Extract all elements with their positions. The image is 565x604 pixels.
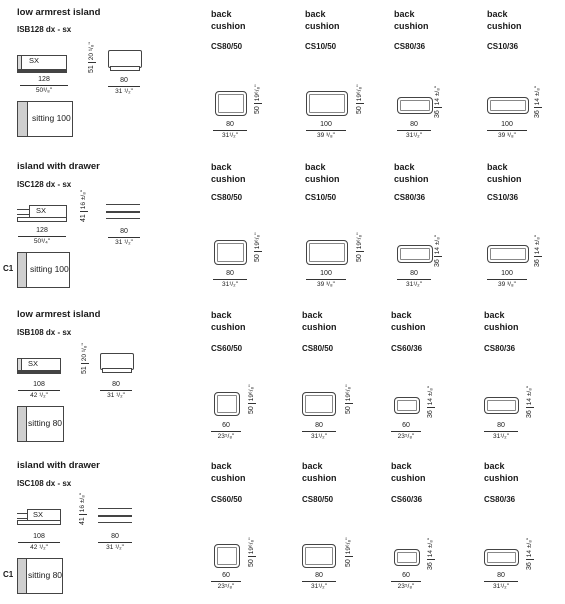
cushion-header: back cushion xyxy=(487,162,522,184)
cushion-shape xyxy=(394,397,420,414)
front-height-dim: 5120 ¹/₈" xyxy=(88,42,95,73)
cushion-header: back cushion xyxy=(305,9,340,31)
cushion-height-dim: 5019⁶/₈" xyxy=(248,537,255,567)
cushion-height-dim: 5019⁶/₈" xyxy=(254,232,261,262)
cushion-header: back cushion xyxy=(487,9,522,31)
plan-label: sitting 100 xyxy=(30,264,69,274)
cushion-code: CS60/50 xyxy=(211,344,243,353)
cushion-shape xyxy=(302,392,336,416)
cushion-header: back cushion xyxy=(305,162,340,184)
model-code: ISC128 dx - sx xyxy=(17,180,72,189)
cushion-height-dim: 5019⁶/₈" xyxy=(345,537,352,567)
cushion-code: CS60/36 xyxy=(391,495,423,504)
cushion-width-dim: 60 23⁵/₈" xyxy=(211,422,241,441)
cushion-header: back cushion xyxy=(394,9,429,31)
plan-label: sitting 80 xyxy=(28,418,63,428)
cushion-height-dim: 3614 ±/₈" xyxy=(526,537,533,570)
model-code: ISC108 dx - sx xyxy=(17,479,72,488)
cushion-width-dim: 80 31¹/₂" xyxy=(484,422,518,441)
cushion-height-dim: 5019⁶/₈" xyxy=(248,384,255,414)
cushion-shape xyxy=(214,544,240,568)
cushion-width-dim: 80 31¹/₂" xyxy=(484,572,518,591)
cushion-header: back cushion xyxy=(391,310,426,332)
cushion-shape xyxy=(487,97,529,114)
cushion-height-dim: 5019⁶/₈" xyxy=(356,84,363,114)
cushion-width-dim: 80 31¹/₂" xyxy=(302,422,336,441)
cushion-code: CS10/36 xyxy=(487,193,519,202)
cushion-width-dim: 60 23⁵/₈" xyxy=(391,422,421,441)
seat-label: SX xyxy=(30,206,52,215)
cushion-height-dim: 5019⁶/₈" xyxy=(254,84,261,114)
cushion-code: CS80/36 xyxy=(484,495,516,504)
cushion-shape xyxy=(214,392,240,416)
front-width-dim: 128 50³/₈" xyxy=(20,76,68,95)
c1-label: C1 xyxy=(3,570,14,579)
front-height-dim: 5120 ¹/₈" xyxy=(81,343,88,374)
seat-label: SX xyxy=(28,510,48,519)
cushion-shape xyxy=(397,97,433,114)
front-height-dim: 4116 ±/₈" xyxy=(79,492,86,525)
cushion-width-dim: 80 31¹/₂" xyxy=(213,121,247,140)
cushion-header: back cushion xyxy=(211,9,246,31)
front-height-dim: 4116 ±/₈" xyxy=(80,189,87,222)
cushion-header: back cushion xyxy=(484,310,519,332)
seat-label: SX xyxy=(22,359,44,368)
side-width-dim: 80 31 ¹/₂" xyxy=(100,381,132,400)
cushion-shape xyxy=(215,91,247,116)
cushion-header: back cushion xyxy=(211,310,246,332)
cushion-code: CS10/50 xyxy=(305,193,337,202)
cushion-height-dim: 3614 ±/₈" xyxy=(434,234,441,267)
cushion-header: back cushion xyxy=(302,310,337,332)
base-line xyxy=(17,69,67,73)
cushion-width-dim: 80 31¹/₂" xyxy=(397,270,431,289)
cushion-width-dim: 80 31¹/₂" xyxy=(213,270,247,289)
cushion-header: back cushion xyxy=(211,162,246,184)
cushion-header: back cushion xyxy=(391,461,426,483)
front-width-dim: 128 50³/₄" xyxy=(18,227,66,246)
cushion-code: CS80/50 xyxy=(211,42,243,51)
section-title: island with drawer xyxy=(17,161,100,172)
side-width-dim: 80 31 ¹/₂" xyxy=(108,77,140,96)
cushion-width-dim: 60 23⁵/₈" xyxy=(211,572,241,591)
seat-label: SX xyxy=(22,56,46,66)
c1-label: C1 xyxy=(3,264,14,273)
cushion-height-dim: 3614 ±/₈" xyxy=(534,85,541,118)
cushion-height-dim: 5019⁶/₈" xyxy=(356,232,363,262)
cushion-height-dim: 3614 ±/₈" xyxy=(526,385,533,418)
section-title: low armrest island xyxy=(17,7,101,18)
cushion-width-dim: 100 39 ³/₈" xyxy=(487,270,527,289)
cushion-height-dim: 5019⁶/₈" xyxy=(345,384,352,414)
cushion-height-dim: 3614 ±/₈" xyxy=(427,385,434,418)
cushion-code: CS80/36 xyxy=(394,193,426,202)
side-base xyxy=(110,66,140,71)
cushion-code: CS60/50 xyxy=(211,495,243,504)
front-width-dim: 108 42 ¹/₂" xyxy=(18,533,60,552)
section-title: low armrest island xyxy=(17,309,101,320)
cushion-code: CS60/36 xyxy=(391,344,423,353)
cushion-header: back cushion xyxy=(211,461,246,483)
side-base xyxy=(102,368,132,373)
cushion-width-dim: 60 23⁵/₈" xyxy=(391,572,421,591)
cushion-width-dim: 80 31¹/₂" xyxy=(397,121,431,140)
cushion-header: back cushion xyxy=(484,461,519,483)
cushion-code: CS80/50 xyxy=(302,495,334,504)
cushion-header: back cushion xyxy=(302,461,337,483)
cushion-height-dim: 3614 ±/₈" xyxy=(427,537,434,570)
cushion-shape xyxy=(214,240,247,265)
cushion-height-dim: 3614 ±/₈" xyxy=(434,85,441,118)
cushion-width-dim: 100 39 ³/₈" xyxy=(306,121,346,140)
cushion-header: back cushion xyxy=(394,162,429,184)
cushion-code: CS10/36 xyxy=(487,42,519,51)
cushion-code: CS10/50 xyxy=(305,42,337,51)
side-width-dim: 80 31 ¹/₂" xyxy=(108,228,140,247)
plan-label: sitting 80 xyxy=(28,570,63,580)
cushion-code: CS80/50 xyxy=(302,344,334,353)
cushion-shape xyxy=(306,91,348,116)
cushion-code: CS80/36 xyxy=(394,42,426,51)
cushion-shape xyxy=(484,549,519,566)
cushion-width-dim: 100 39 ³/₈" xyxy=(487,121,527,140)
cushion-shape xyxy=(302,544,336,568)
cushion-code: CS80/36 xyxy=(484,344,516,353)
plan-label: sitting 100 xyxy=(32,113,71,123)
cushion-code: CS80/50 xyxy=(211,193,243,202)
front-width-dim: 108 42 ¹/₂" xyxy=(18,381,60,400)
cushion-shape xyxy=(484,397,519,414)
model-code: ISB108 dx - sx xyxy=(17,328,72,337)
cushion-shape xyxy=(397,245,433,263)
cushion-shape xyxy=(394,549,420,566)
cushion-width-dim: 100 39 ³/₈" xyxy=(306,270,346,289)
cushion-shape xyxy=(487,245,529,263)
model-code: ISB128 dx - sx xyxy=(17,25,72,34)
side-width-dim: 80 31 ¹/₂" xyxy=(98,533,132,552)
cushion-shape xyxy=(306,240,348,265)
section-title: island with drawer xyxy=(17,460,100,471)
cushion-height-dim: 3614 ±/₈" xyxy=(534,234,541,267)
cushion-width-dim: 80 31¹/₂" xyxy=(302,572,336,591)
